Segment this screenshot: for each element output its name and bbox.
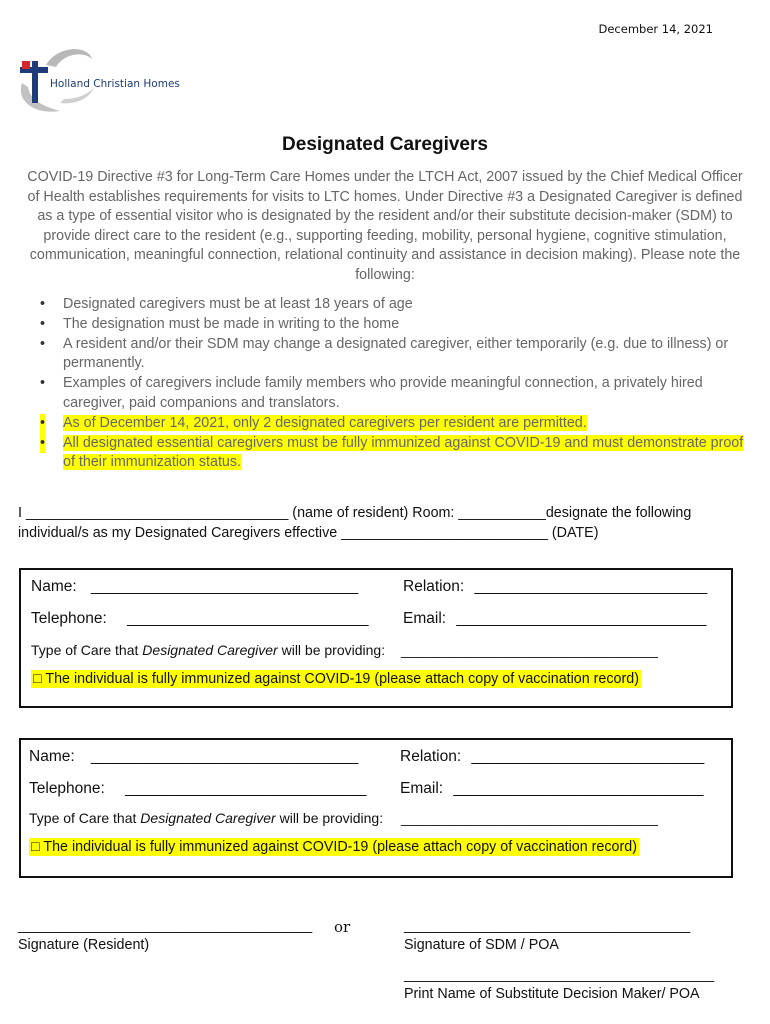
bullet-icon: • [40, 296, 46, 312]
logo-text: Holland Christian Homes [50, 78, 180, 90]
caregiver-box-2 [19, 738, 733, 878]
telephone-field[interactable]: Telephone: ____________________________ [31, 610, 369, 627]
designation-statement [18, 504, 748, 544]
list-item-highlighted: • As of December 14, 2021, only 2 designated caregivers per resident are permitted. [40, 414, 752, 434]
immunization-checkbox[interactable]: □ The individual is fully immunized against COVID-19 (please attach copy of vaccination record) [31, 839, 637, 855]
list-item: • Designated caregivers must be at least 18 years of age [40, 295, 752, 315]
bullet-icon: • [40, 414, 45, 434]
caregiver-box-1 [19, 568, 733, 708]
page-title: Designated Caregivers [282, 134, 488, 155]
checkbox-icon[interactable]: □ [31, 839, 40, 855]
intro-paragraph: COVID-19 Directive #3 for Long-Term Care Homes under the LTCH Act, 2007 issued by the Chief Medical Officer of Health establishes requirements for visits to LTC homes. Under Directive #3 a Designated Caregiver is defined as a type of essential visitor who is designated by the resident and/or their substitute decision-maker (SDM) to provide direct care to the resident (e.g., supporting feeding, mobility, personal hygiene, cognitive stimulation, communication, meaningful connection, relational continuity and assistance in decision making). Please note the following: [27, 169, 743, 283]
list-item: • A resident and/or their SDM may change a designated caregiver, either temporarily (e.g. due to illness) or permanently. [40, 335, 729, 372]
statement-line-2: individual/s as my Designated Caregivers effective __________________________ (DATE) [18, 524, 599, 541]
statement-line-1: I _________________________________ (name of resident) Room: ___________designate the following [18, 505, 692, 521]
name-field[interactable]: Name: _______________________________ [29, 748, 359, 765]
sdm-signature-line[interactable]: ____________________________________ [404, 918, 691, 934]
email-field[interactable]: Email: _____________________________ [403, 610, 707, 627]
care-type-field[interactable]: Type of Care that Designated Caregiver will be providing: _________________________________ [31, 642, 658, 658]
bullet-icon: • [40, 434, 45, 454]
immunization-checkbox[interactable]: □ The individual is fully immunized against COVID-19 (please attach copy of vaccination record) [33, 671, 639, 687]
bullet-icon: • [40, 315, 46, 332]
or-separator: or [334, 918, 351, 936]
list-item: • Examples of caregivers include family members who provide meaningful connection, a privately hired caregiver, paid companions and translators. [40, 375, 703, 411]
list-item-highlighted: • All designated essential caregivers must be fully immunized against COVID-19 and must demonstrate proof of their immunization status. [40, 434, 744, 471]
resident-signature-label: Signature (Resident) [18, 937, 150, 953]
resident-signature-line[interactable]: _____________________________________ [18, 918, 313, 934]
email-field[interactable]: Email: _____________________________ [400, 780, 704, 797]
sdm-signature-label: Signature of SDM / POA [404, 937, 559, 953]
print-name-label: Print Name of Substitute Decision Maker/ POA [404, 986, 700, 1002]
list-item: • The designation must be made in writing to the home [40, 315, 752, 335]
requirements-list [40, 295, 752, 473]
bullet-icon: • [40, 335, 46, 352]
relation-field[interactable]: Relation: ___________________________ [403, 578, 708, 595]
bullet-icon: • [40, 375, 46, 392]
relation-field[interactable]: Relation: ___________________________ [400, 748, 705, 765]
name-field[interactable]: Name: _______________________________ [31, 578, 359, 595]
print-name-line[interactable]: _______________________________________ [404, 967, 715, 983]
document-date: December 14, 2021 [598, 22, 713, 36]
telephone-field[interactable]: Telephone: ____________________________ [29, 780, 367, 797]
care-type-field[interactable]: Type of Care that Designated Caregiver will be providing: _________________________________ [29, 810, 658, 826]
checkbox-icon[interactable]: □ [33, 671, 42, 687]
